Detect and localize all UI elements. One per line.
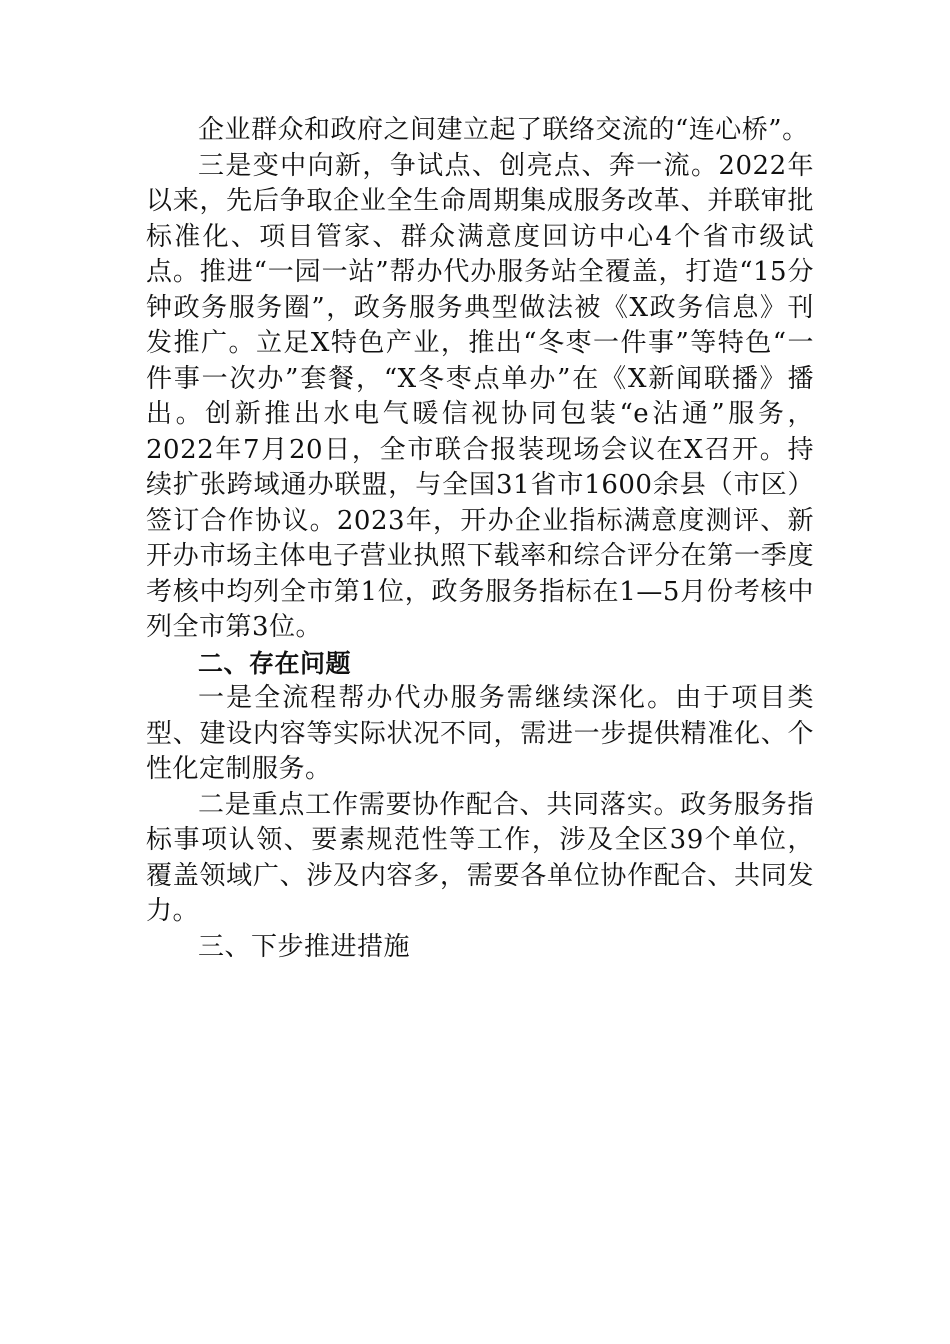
section-heading-next-steps: 三、下步推进措施: [198, 931, 411, 962]
document-body: [146, 113, 814, 965]
paragraph-innovation: 三是变中向新，争试点、创亮点、奔一流。2022年以来，先后争取企业全生命周期集成服务改革、并联审批标准化、项目管家、群众满意度回访中心4个省市级试点。推进“一园一站”帮办代办服务站全覆盖，打造“15分钟政务服务圈”，政务服务典型做法被《X政务信息》刊发推广。立足X特色产业，推出“冬枣一件事”等特色“一件事一次办”套餐，“X冬枣点单办”在《X新闻联播》播出。创新推出水电气暖信视协同包装“e沾通”服务，2022年7月20日，全市联合报装现场会议在X召开。持续扩张跨域通办联盟，与全国31省市1600余县（市区）签订合作协议。2023年，开办企业指标满意度测评、新开办市场主体电子营业执照下载率和综合评分在第一季度考核中均列全市第1位，政务服务指标在1—5月份考核中列全市第3位。: [146, 150, 814, 642]
paragraph-continuation: 企业群众和政府之间建立起了联络交流的“连心桥”。: [198, 115, 809, 145]
paragraph-problem-one: 一是全流程帮办代办服务需继续深化。由于项目类型、建设内容等实际状况不同，需进一步提供精准化、个性化定制服务。: [146, 683, 814, 784]
section-heading-problems: 二、存在问题: [198, 648, 352, 678]
paragraph-problem-two: 二是重点工作需要协作配合、共同落实。政务服务指标事项认领、要素规范性等工作，涉及全区39个单位，覆盖领域广、涉及内容多，需要各单位协作配合、共同发力。: [146, 789, 814, 926]
